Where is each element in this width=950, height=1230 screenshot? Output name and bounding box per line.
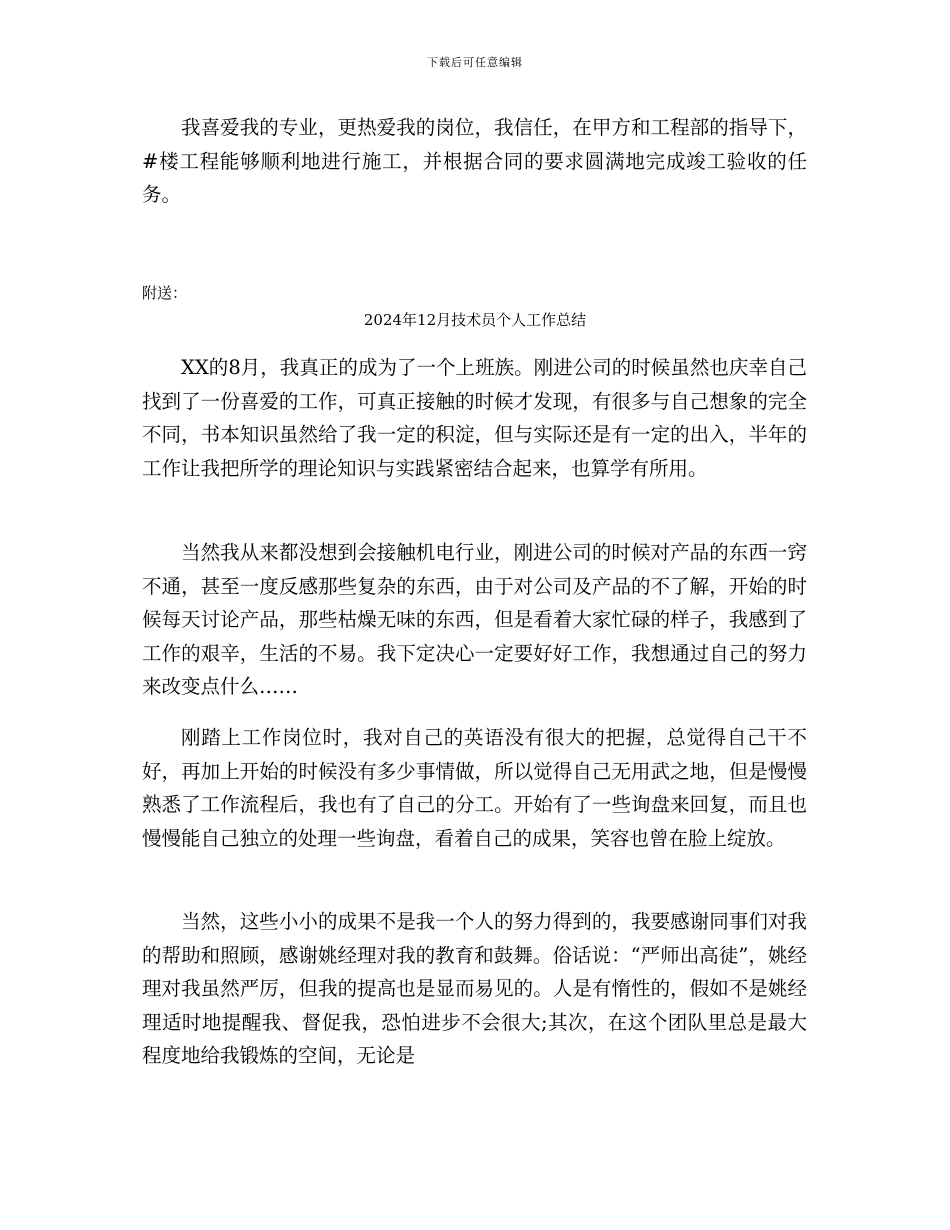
body-paragraph-3: 刚踏上工作岗位时，我对自己的英语没有很大的把握，总觉得自己干不好，再加上开始的时候没有多少事情做，所以觉得自己无用武之地，但是慢慢熟悉了工作流程后，我也有了自己的分工。开始有了一些询盘来回复，而且也慢慢能自己独立的处理一些询盘，看着自己的成果，笑容也曾在脸上绽放。 (142, 726, 807, 850)
appendix-title: 2024年12月技术员个人工作总结 (363, 311, 587, 329)
intro-paragraph: 我喜爱我的专业，更热爱我的岗位，我信任，在甲方和工程部的指导下，#楼工程能够顺利地进行施工，并根据合同的要求圆满地完成竣工验收的任务。 (142, 116, 807, 206)
page-header-note: 下载后可任意编辑 (427, 56, 523, 69)
body-paragraph-4: 当然，这些小小的成果不是我一个人的努力得到的，我要感谢同事们对我的帮助和照顾，感谢姚经理对我的教育和鼓舞。俗话说：“严师出高徒”，姚经理对我虽然严厉，但我的提高也是显而易见的。人是有惰性的，假如不是姚经理适时地提醒我、督促我，恐怕进步不会很大;其次，在这个团队里总是最大程度地给我锻炼的空间，无论是 (142, 910, 807, 1067)
appendix-label: 附送： (142, 284, 188, 302)
body-paragraph-2: 当然我从来都没想到会接触机电行业，刚进公司的时候对产品的东西一窍不通，甚至一度反感那些复杂的东西，由于对公司及产品的不了解，开始的时候每天讨论产品，那些枯燥无味的东西，但是看着大家忙碌的样子，我感到了工作的艰辛，生活的不易。我下定决心一定要好好工作，我想通过自己的努力来改变点什么…… (142, 541, 807, 698)
body-paragraph-1: XX的8月，我真正的成为了一个上班族。刚进公司的时候虽然也庆幸自己找到了一份喜爱的工作，可真正接触的时候才发现，有很多与自己想象的完全不同，书本知识虽然给了我一定的积淀，但与实际还是有一定的出入，半年的工作让我把所学的理论知识与实践紧密结合起来，也算学有所用。 (142, 356, 807, 480)
